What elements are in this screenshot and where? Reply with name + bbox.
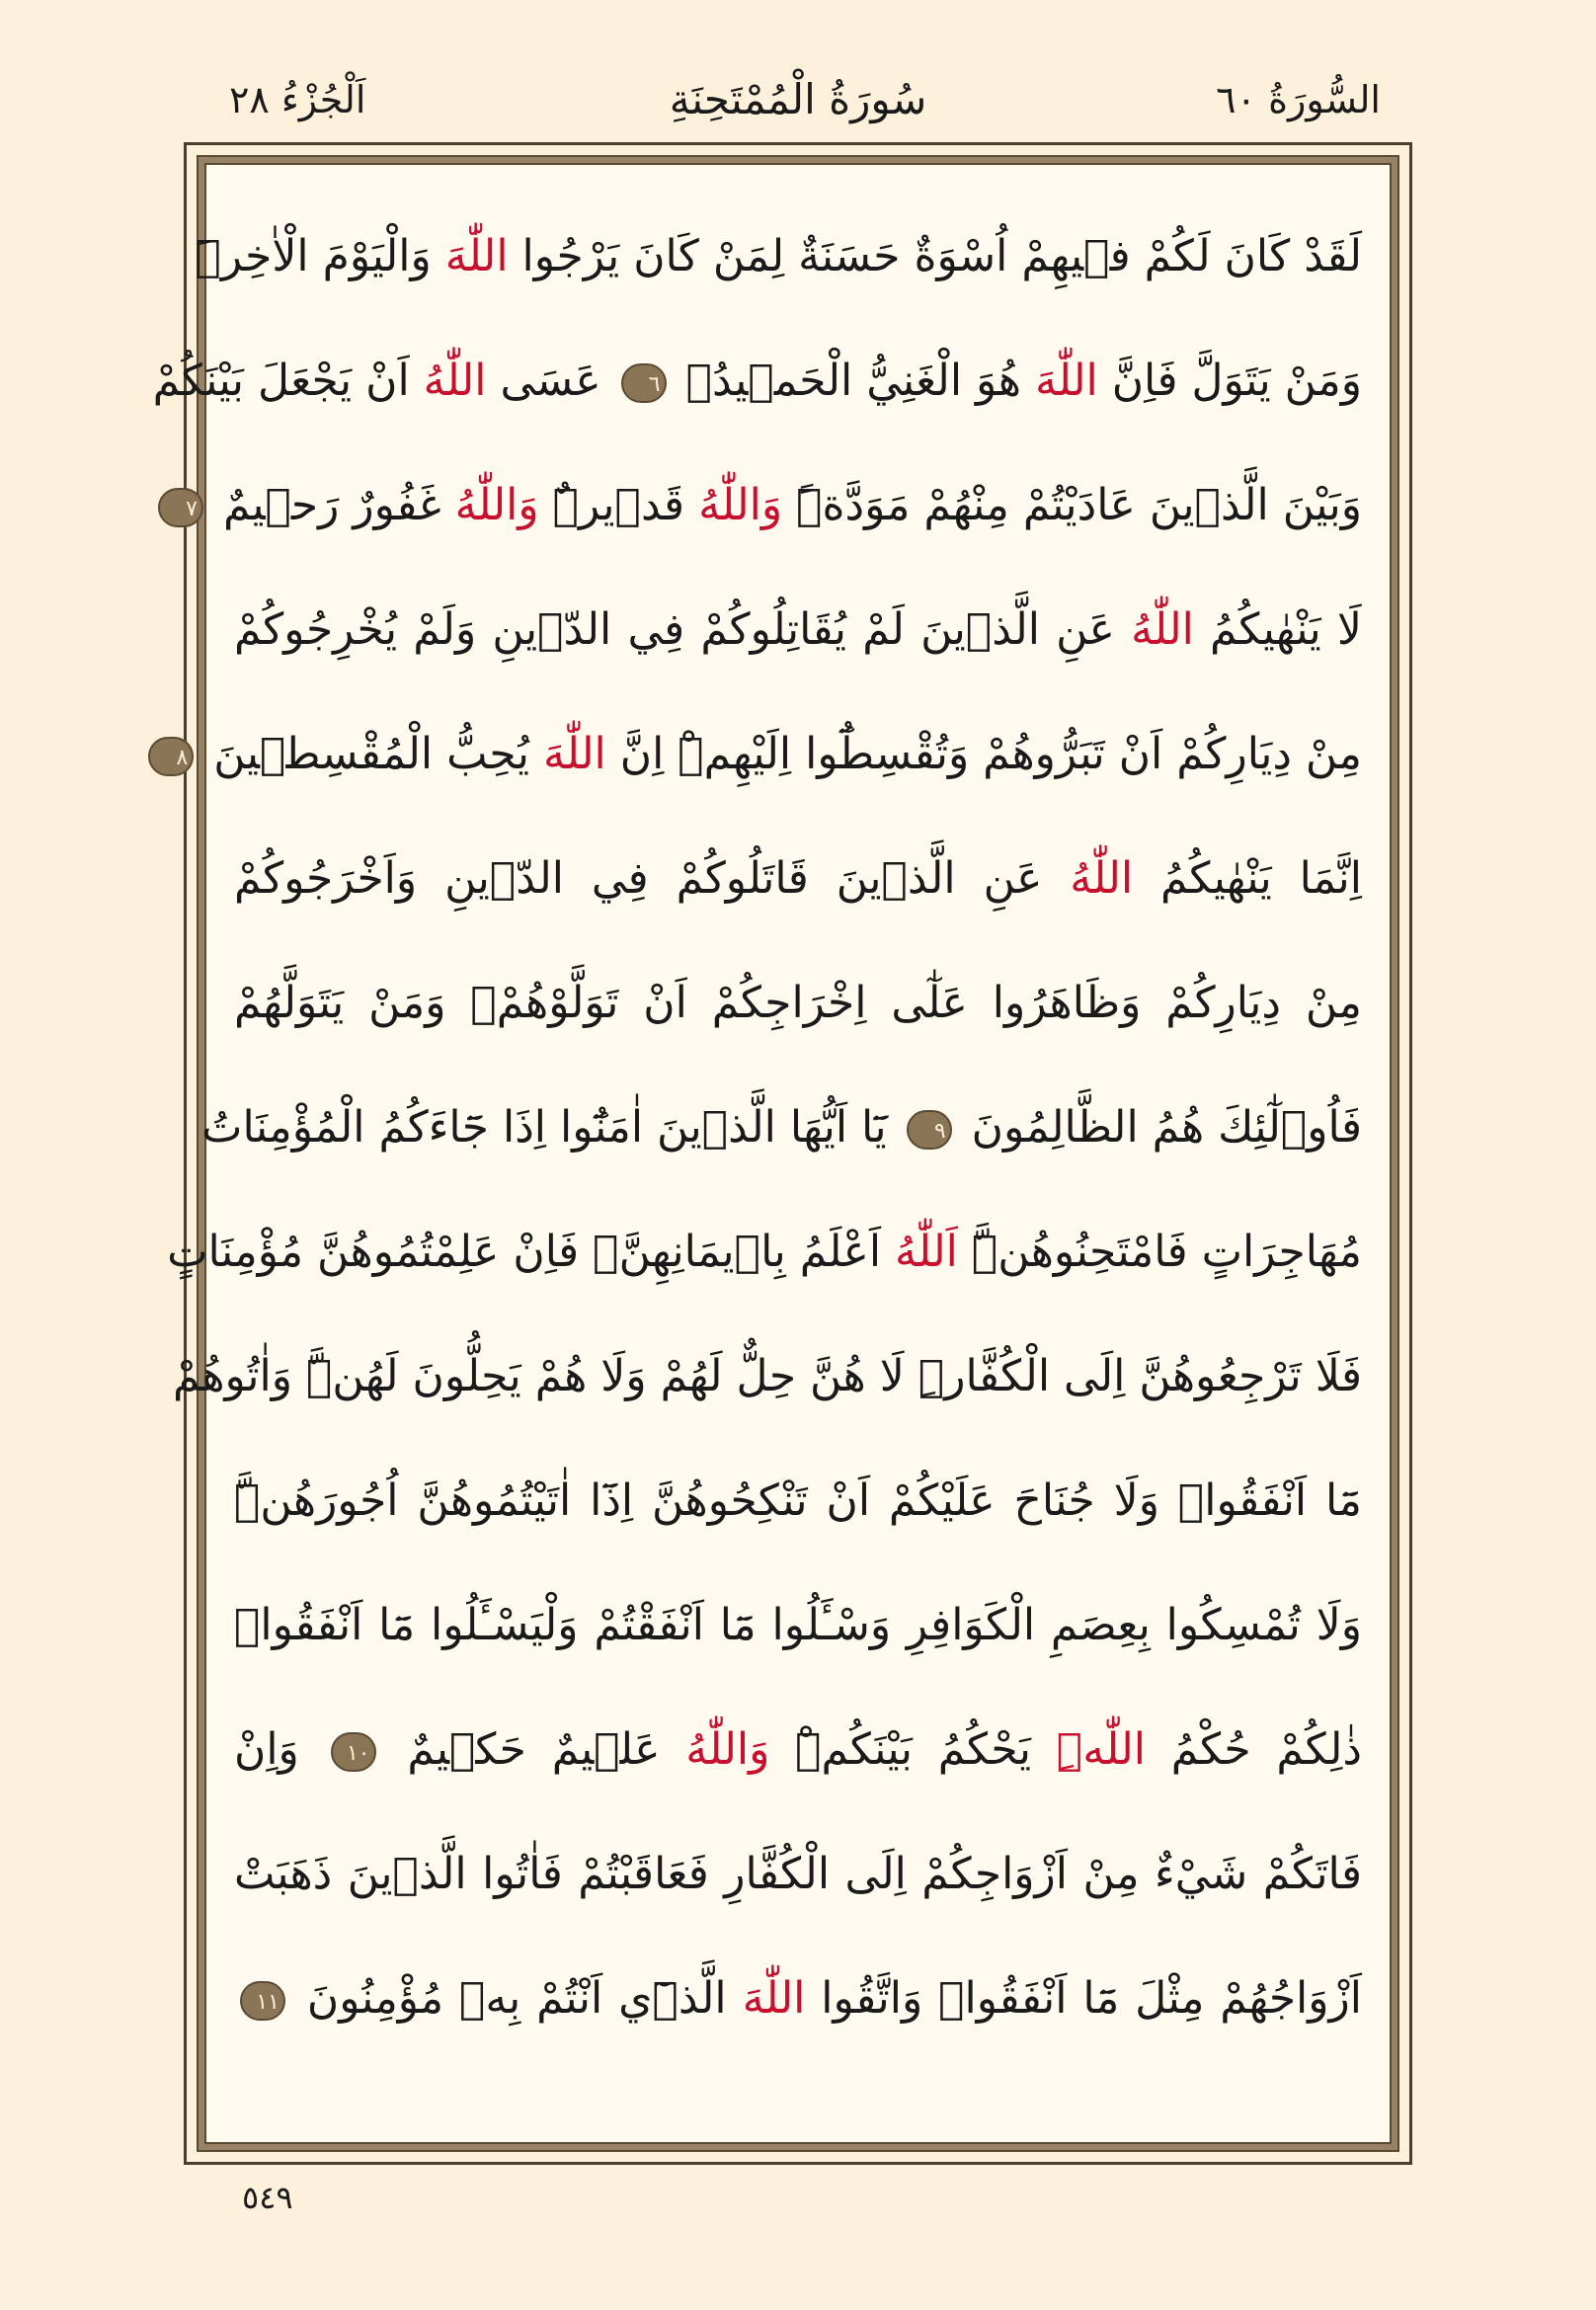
verse-number-marker: ٨ (148, 737, 194, 776)
verse-text: يُحِبُّ الْمُقْسِطٖينَ (200, 729, 543, 779)
verse-text: غَفُورٌ رَحٖيمٌ (208, 480, 455, 530)
text-line (195, 195, 1362, 319)
verse-text: عَنِ الَّذٖينَ لَمْ يُقَاتِلُوكُمْ فِي الدّٖينِ وَلَمْ يُخْرِجُوكُمْ (234, 604, 1132, 655)
text-line (234, 1439, 1362, 1563)
text-line (152, 319, 1362, 443)
verse-text: لَا يَنْهٰيكُمُ (1193, 604, 1363, 655)
text-line (234, 1812, 1362, 1937)
verse-text: مِنْ دِيَارِكُمْ اَنْ تَبَرُّوهُمْ وَتُقْسِطُٓوا اِلَيْهِمْۜ اِنَّ (605, 729, 1362, 779)
page-number: ٥٤٩ (242, 2179, 293, 2216)
verse-text: عَسَى (486, 356, 615, 406)
verse-text: وَلَا تُمْسِكُوا بِعِصَمِ الْكَوَافِرِ وَسْـَٔلُوا مَٓا اَنْفَقْتُمْ وَلْيَسْـَٔلُوا مَٓا اَنْفَقُواۜ (234, 1600, 1362, 1650)
surah-number-label: السُّورَةُ ٦٠ (1216, 78, 1381, 121)
divine-name: اَللّٰهُ (895, 1227, 958, 1277)
verse-text: لَقَدْ كَانَ لَكُمْ فٖيهِمْ اُسْوَةٌ حَسَنَةٌ لِمَنْ كَانَ يَرْجُوا (508, 231, 1362, 281)
verse-text: وَمَنْ يَتَوَلَّ فَاِنَّ (1097, 356, 1362, 406)
verse-text: الَّذٖٓي اَنْتُمْ بِهٖ مُؤْمِنُونَ (291, 1973, 743, 2024)
text-line (234, 1688, 1362, 1812)
verse-text: اَنْ يَجْعَلَ بَيْنَكُمْ (152, 356, 424, 406)
text-line (173, 1314, 1362, 1439)
verse-text: قَدٖيرٌۜ (538, 480, 699, 530)
text-line (176, 692, 1362, 817)
verse-text: مُهَاجِرَاتٍ فَامْتَحِنُوهُنَّۜ (957, 1227, 1362, 1277)
verse-text: مَٓا اَنْفَقُواۜ وَلَا جُنَاحَ عَلَيْكُمْ اَنْ تَنْكِحُوهُنَّ اِذَٓا اٰتَيْتُمُوهُنَّ اُجُورَهُنَّۜ (234, 1475, 1362, 1526)
divine-name: وَاللّٰهُ (454, 480, 539, 530)
divine-name: اللّٰهَ (542, 729, 606, 779)
verse-text: يَٓا اَيُّهَا الَّذٖينَ اٰمَنُٓوا اِذَا جَٓاءَكُمُ الْمُؤْمِنَاتُ (201, 1102, 901, 1153)
divine-name: اللّٰهَ (444, 231, 509, 281)
verse-text: اَعْلَمُ بِاٖيمَانِهِنَّۚ فَاِنْ عَلِمْتُمُوهُنَّ مُؤْمِنَاتٍ (167, 1227, 896, 1277)
verse-lines (152, 195, 1363, 2112)
text-line (234, 941, 1362, 1066)
verse-text: وَالْيَوْمَ الْاٰخِرَۜ (195, 231, 445, 281)
divine-name: وَاللّٰهُ (698, 480, 783, 530)
text-line (201, 1066, 1362, 1190)
verse-number-marker: ٧ (158, 488, 203, 527)
page-header (0, 65, 1596, 134)
text-line (234, 568, 1362, 692)
verse-text: وَبَيْنَ الَّذٖينَ عَادَيْتُمْ مِنْهُمْ مَوَدَّةًۜ (782, 480, 1362, 530)
text-area (152, 163, 1392, 2144)
verse-text: يَحْكُمُ بَيْنَكُمْۜ (769, 1724, 1057, 1775)
divine-name: اللّٰهَ (742, 1973, 806, 2024)
verse-text: فَلَا تَرْجِعُوهُنَّ اِلَى الْكُفَّارِۜ لَا هُنَّ حِلٌّ لَهُمْ وَلَا هُمْ يَحِلُّونَ لَهُنَّۜ وَاٰتُوهُمْ (173, 1351, 1362, 1401)
text-line (234, 817, 1362, 941)
verse-text: ذٰلِكُمْ حُكْمُ (1146, 1724, 1362, 1775)
divine-name: اللّٰهِۜ (1056, 1724, 1146, 1775)
text-line (234, 1563, 1362, 1688)
verse-number-marker: ٩ (907, 1110, 952, 1150)
verse-text: عَنِ الَّذٖينَ قَاتَلُوكُمْ فِي الدّٖينِ وَاَخْرَجُوكُمْ (234, 853, 1071, 904)
verse-text: اَزْوَاجُهُمْ مِثْلَ مَٓا اَنْفَقُواۜ وَاتَّقُوا (805, 1973, 1363, 2024)
divine-name: اللّٰهُ (1070, 853, 1134, 904)
verse-number-marker: ١١ (240, 1981, 285, 2021)
verse-number-marker: ١٠ (331, 1732, 376, 1772)
verse-text: فَاُو۬لٰٓئِكَ هُمُ الظَّالِمُونَ (957, 1102, 1362, 1153)
divine-name: اللّٰهُ (423, 356, 487, 406)
verse-text: هُوَ الْغَنِيُّ الْحَمٖيدُ۟ (672, 356, 1035, 406)
verse-text: مِنْ دِيَارِكُمْ وَظَاهَرُوا عَلٰٓى اِخْرَاجِكُمْ اَنْ تَوَلَّوْهُمْۚ وَمَنْ يَتَوَلَّهُمْ (234, 978, 1362, 1028)
divine-name: اللّٰهَ (1034, 356, 1098, 406)
verse-text: وَاِنْ (234, 1724, 325, 1775)
verse-text: اِنَّمَا يَنْهٰيكُمُ (1133, 853, 1362, 904)
text-line (234, 1937, 1362, 2061)
surah-title: سُورَةُ الْمُمْتَحِنَةِ (669, 75, 927, 123)
verse-text: فَاتَكُمْ شَيْءٌ مِنْ اَزْوَاجِكُمْ اِلَى الْكُفَّارِ فَعَاقَبْتُمْ فَاٰتُوا الَّذٖينَ ذَهَبَتْ (234, 1849, 1362, 1899)
page-frame (152, 142, 1412, 2165)
text-line (167, 1190, 1362, 1314)
verse-number-marker: ٦ (621, 363, 667, 403)
juz-label: اَلْجُزْءُ ٢٨ (229, 78, 366, 121)
text-line (186, 443, 1362, 568)
divine-name: اللّٰهُ (1131, 604, 1194, 655)
verse-text: عَلٖيمٌ حَكٖيمٌ (381, 1724, 686, 1775)
divine-name: وَاللّٰهُ (685, 1724, 770, 1775)
